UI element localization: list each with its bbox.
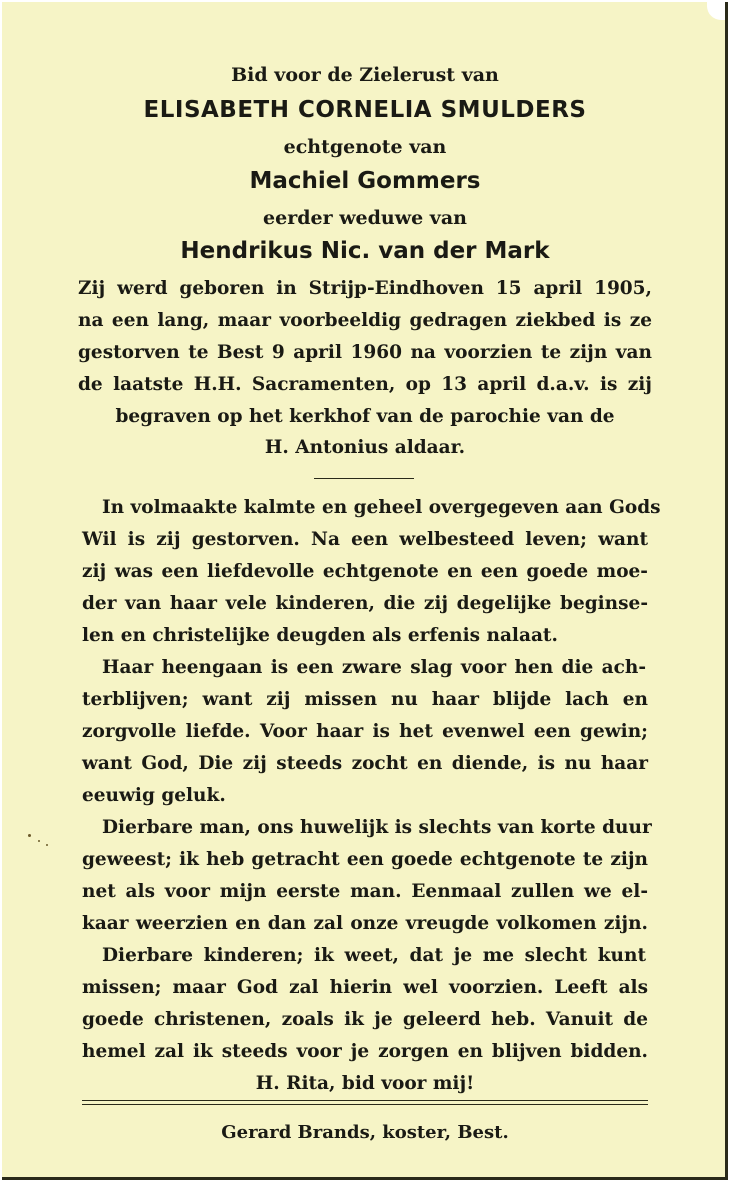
former-spouse-name: Hendrikus Nic. van der Mark	[180, 238, 550, 264]
text-line: zorgvolle liefde. Voor haar is het evenwel een gewin;	[82, 721, 648, 742]
footer-rule-top	[82, 1100, 648, 1101]
text-line: Haar heengaan is een zware slag voor hen die ach-	[102, 657, 646, 678]
text-line: terblijven; want zij missen nu haar blijde lach en	[82, 689, 648, 710]
printer-credit: Gerard Brands, koster, Best.	[221, 1122, 509, 1143]
text-line: geweest; ik heb getracht een goede echtgenote te zijn	[82, 849, 648, 870]
bio-line: begraven op het kerkhof van de parochie van de	[115, 406, 615, 427]
text-line: Wil is zij gestorven. Na een welbesteed leven; want	[82, 529, 648, 550]
text-line: Dierbare man, ons huwelijk is slechts van korte duur	[102, 817, 652, 838]
text-line: der van haar vele kinderen, die zij degelijke beginse-	[82, 593, 648, 614]
section-divider	[314, 478, 414, 479]
text-line: net als voor mijn eerste man. Eenmaal zullen we el-	[82, 881, 648, 902]
spouse-name: Machiel Gommers	[249, 168, 481, 194]
text-line: In volmaakte kalmte en geheel overgegeven aan Gods	[102, 497, 661, 518]
text-line: hemel zal ik steeds voor je zorgen en blijven bidden.	[82, 1041, 648, 1062]
text-line: zij was een liefdevolle echtgenote en een goede moe-	[82, 561, 648, 582]
card-corner-wear	[707, 2, 725, 20]
paper-speck	[46, 844, 48, 846]
bio-line: gestorven te Best 9 april 1960 na voorzien te zijn van	[78, 342, 652, 363]
text-line: goede christenen, zoals ik je geleerd heb. Vanuit de	[82, 1009, 648, 1030]
text-line: kaar weerzien en dan zal onze vreugde volkomen zijn.	[82, 913, 648, 934]
text-line: Dierbare kinderen; ik weet, dat je me slecht kunt	[102, 945, 646, 966]
paper-speck	[38, 840, 40, 842]
bio-line: Zij werd geboren in Strijp-Eindhoven 15 april 1905,	[78, 278, 652, 299]
deceased-name: ELISABETH CORNELIA SMULDERS	[143, 97, 587, 123]
prayer-line: H. Rita, bid voor mij!	[255, 1073, 475, 1094]
text-line: want God, Die zij steeds zocht en diende, is nu haar	[82, 753, 648, 774]
footer-rule-bottom	[82, 1104, 648, 1105]
former-spouse-label: eerder weduwe van	[263, 207, 467, 229]
bio-line: na een lang, maar voorbeeldig gedragen ziekbed is ze	[78, 310, 652, 331]
spouse-label: echtgenote van	[283, 136, 447, 158]
text-line: eeuwig geluk.	[82, 785, 226, 806]
bio-line: de laatste H.H. Sacramenten, op 13 april d.a.v. is zij	[78, 374, 652, 395]
memorial-card	[2, 2, 728, 1180]
paper-speck	[28, 834, 31, 837]
bio-line: H. Antonius aldaar.	[264, 437, 466, 458]
intro-line: Bid voor de Zielerust van	[231, 64, 499, 86]
text-line: missen; maar God zal hierin wel voorzien. Leeft als	[82, 977, 648, 998]
text-line: len en christelijke deugden als erfenis nalaat.	[82, 625, 558, 646]
